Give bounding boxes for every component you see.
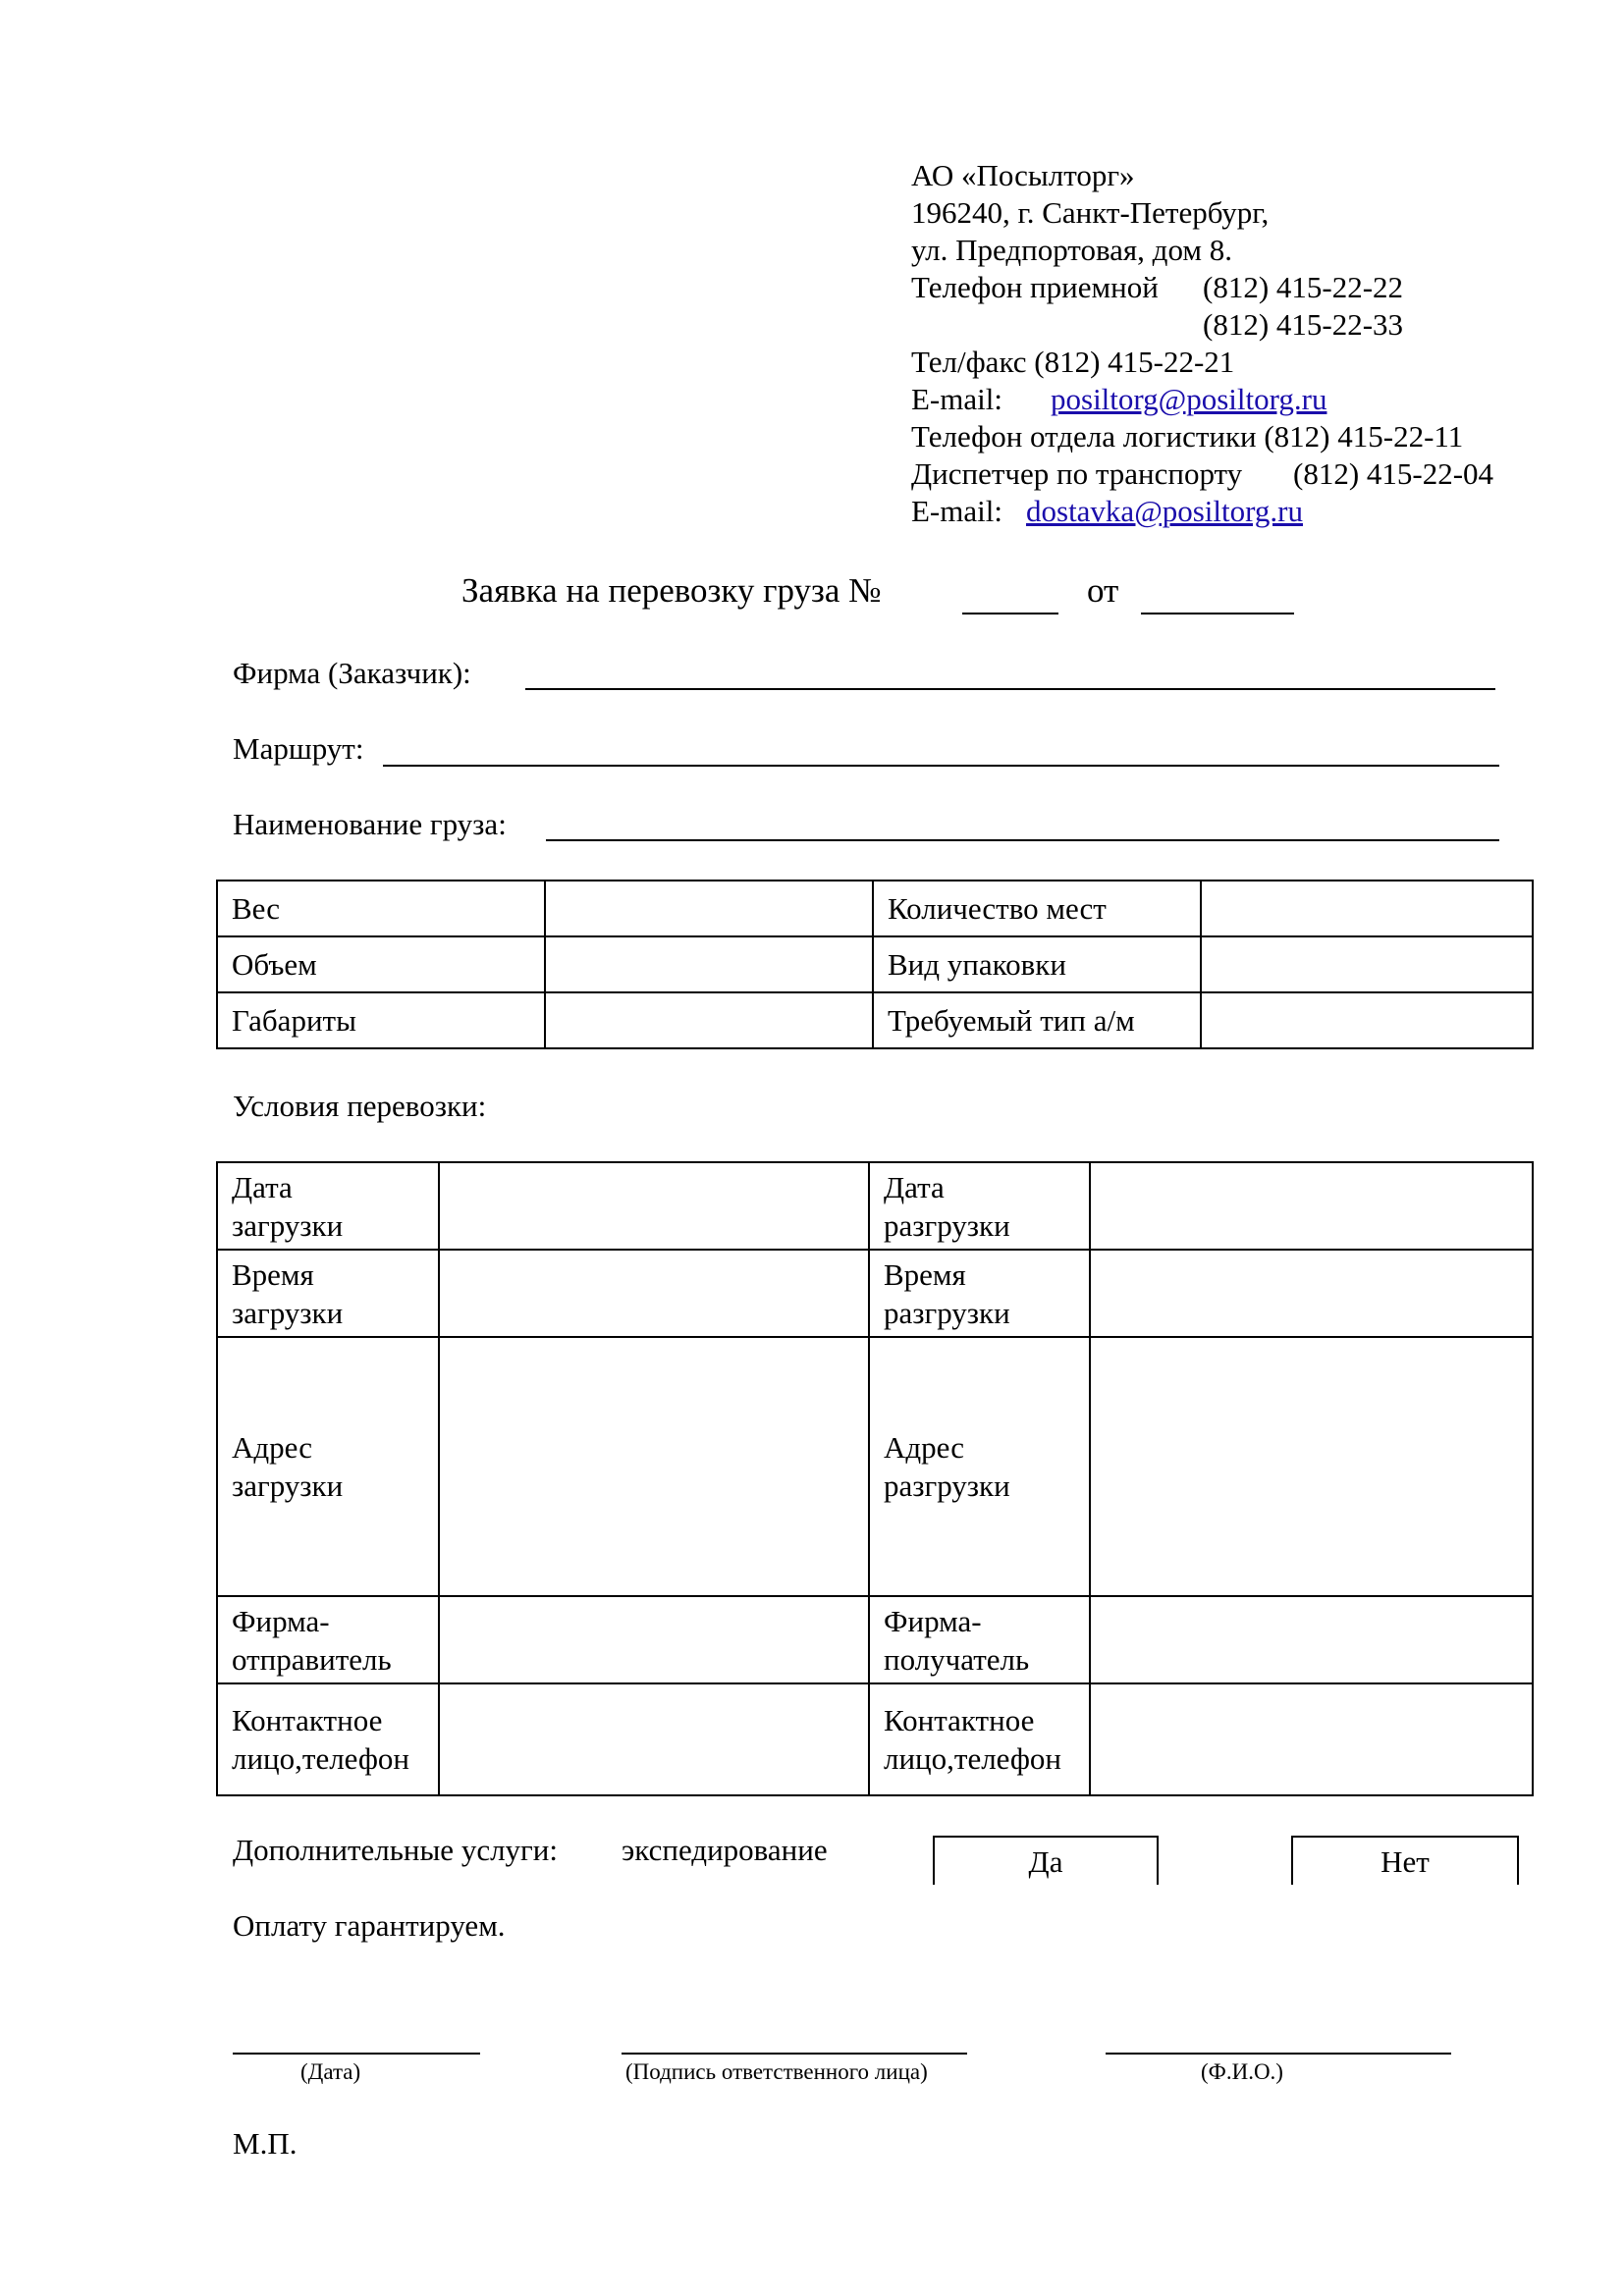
- volume-label: Объем: [217, 936, 545, 992]
- unload-address-label: Адрес разгрузки: [869, 1337, 1090, 1596]
- payment-guarantee: Оплату гарантируем.: [233, 1908, 506, 1943]
- packaging-value-cell[interactable]: [1201, 936, 1533, 992]
- reception-phone-2: (812) 415-22-33: [1203, 307, 1404, 342]
- dispatcher-phone: (812) 415-22-04: [1293, 456, 1494, 491]
- email-label: E-mail:: [911, 382, 1002, 416]
- unload-time-cell[interactable]: [1090, 1250, 1533, 1337]
- places-label: Количество мест: [873, 881, 1201, 936]
- services-label: Дополнительные услуги:: [233, 1833, 558, 1867]
- reception-phone-1: (812) 415-22-22: [1203, 270, 1404, 304]
- no-option[interactable]: Нет: [1291, 1836, 1519, 1885]
- table-row: [217, 992, 1533, 1048]
- vehicle-type-label: Требуемый тип а/м: [873, 992, 1201, 1048]
- table-row: [217, 936, 1533, 992]
- email2-label: E-mail:: [911, 494, 1002, 528]
- volume-value-cell[interactable]: [545, 936, 873, 992]
- signature-sign-line[interactable]: [622, 2053, 967, 2055]
- recipient-firm-cell[interactable]: [1090, 1596, 1533, 1683]
- conditions-title: Условия перевозки:: [233, 1089, 487, 1123]
- table-row: [217, 881, 1533, 936]
- email2-link[interactable]: dostavka@posiltorg.ru: [1026, 494, 1303, 528]
- services-item: экспедирование: [622, 1833, 828, 1867]
- reception-label: Телефон приемной: [911, 270, 1159, 304]
- signature-date-line[interactable]: [233, 2053, 480, 2055]
- stamp-place: М.П.: [233, 2126, 298, 2161]
- number-field[interactable]: [962, 613, 1058, 614]
- from-label: от: [1087, 571, 1119, 610]
- packaging-label: Вид упаковки: [873, 936, 1201, 992]
- date-field[interactable]: [1141, 613, 1294, 614]
- email-link[interactable]: posiltorg@posiltorg.ru: [1051, 382, 1327, 416]
- form-title: Заявка на перевозку груза №: [461, 571, 882, 610]
- sender-firm-label: Фирма- отправитель: [217, 1596, 439, 1683]
- cargo-field[interactable]: [546, 839, 1499, 841]
- sender-contact-cell[interactable]: [439, 1683, 869, 1795]
- sign-caption: (Подпись ответственного лица): [625, 2059, 928, 2084]
- load-time-cell[interactable]: [439, 1250, 869, 1337]
- route-label: Маршрут:: [233, 731, 364, 766]
- table-row: [217, 1683, 1533, 1795]
- vehicle-type-value-cell[interactable]: [1201, 992, 1533, 1048]
- load-time-label: Время загрузки: [217, 1250, 439, 1337]
- logistics-line: Телефон отдела логистики (812) 415-22-11: [911, 419, 1464, 454]
- dispatcher-label: Диспетчер по транспорту: [911, 456, 1243, 491]
- conditions-table: [216, 1161, 1534, 1796]
- dimensions-value-cell[interactable]: [545, 992, 873, 1048]
- weight-value-cell[interactable]: [545, 881, 873, 936]
- sender-contact-label: Контактное лицо,телефон: [217, 1683, 439, 1795]
- load-date-cell[interactable]: [439, 1162, 869, 1250]
- unload-date-cell[interactable]: [1090, 1162, 1533, 1250]
- weight-label: Вес: [217, 881, 545, 936]
- date-caption: (Дата): [300, 2059, 361, 2084]
- load-date-label: Дата загрузки: [217, 1162, 439, 1250]
- unload-time-label: Время разгрузки: [869, 1250, 1090, 1337]
- places-value-cell[interactable]: [1201, 881, 1533, 936]
- table-row: [217, 1250, 1533, 1337]
- unload-date-label: Дата разгрузки: [869, 1162, 1090, 1250]
- table-row: [217, 1596, 1533, 1683]
- load-address-cell[interactable]: [439, 1337, 869, 1596]
- signature-name-line[interactable]: [1106, 2053, 1451, 2055]
- fax-line: Тел/факс (812) 415-22-21: [911, 345, 1235, 379]
- sender-firm-cell[interactable]: [439, 1596, 869, 1683]
- firm-field[interactable]: [525, 688, 1495, 690]
- dimensions-label: Габариты: [217, 992, 545, 1048]
- name-caption: (Ф.И.О.): [1201, 2059, 1283, 2084]
- company-address-line1: 196240, г. Санкт-Петербург,: [911, 195, 1270, 230]
- cargo-params-table: [216, 880, 1534, 1049]
- table-row: [217, 1337, 1533, 1596]
- load-address-label: Адрес загрузки: [217, 1337, 439, 1596]
- route-field[interactable]: [383, 765, 1499, 767]
- firm-label: Фирма (Заказчик):: [233, 656, 471, 690]
- company-name: АО «Посылторг»: [911, 158, 1135, 192]
- recipient-firm-label: Фирма- получатель: [869, 1596, 1090, 1683]
- recipient-contact-cell[interactable]: [1090, 1683, 1533, 1795]
- yes-option[interactable]: Да: [933, 1836, 1159, 1885]
- unload-address-cell[interactable]: [1090, 1337, 1533, 1596]
- cargo-label: Наименование груза:: [233, 807, 507, 841]
- recipient-contact-label: Контактное лицо,телефон: [869, 1683, 1090, 1795]
- company-address-line2: ул. Предпортовая, дом 8.: [911, 233, 1232, 267]
- table-row: [217, 1162, 1533, 1250]
